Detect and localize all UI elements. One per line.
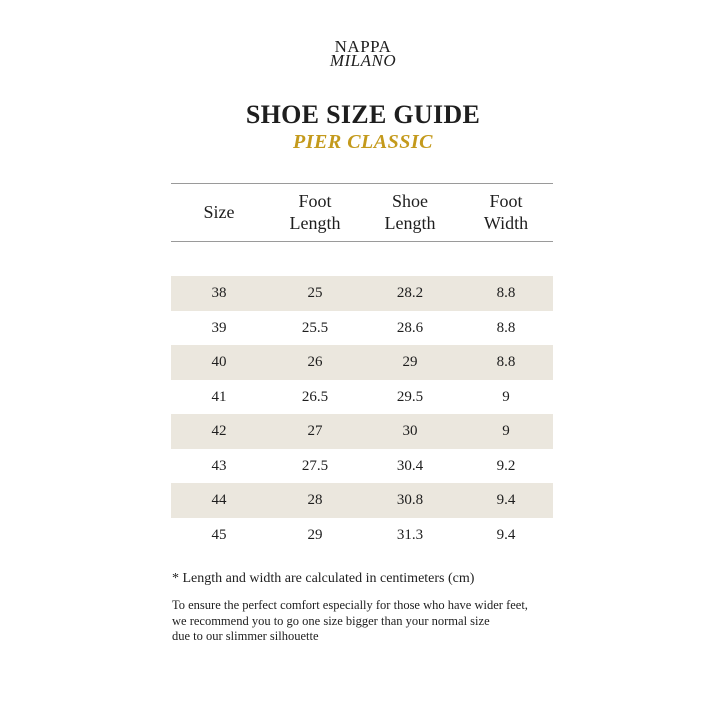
cell-shoe-length: 29.5 (396, 388, 424, 405)
cell-size: 41 (211, 388, 227, 405)
cell-foot-length: 26.5 (301, 388, 329, 405)
header-size-line1: Size (203, 202, 235, 222)
table-row (171, 276, 553, 311)
table-header-rule (171, 241, 553, 242)
cell-foot-width: 9 (502, 423, 510, 439)
cell-shoe-length: 30.8 (396, 492, 424, 508)
header-foot-length (267, 183, 363, 241)
cell-shoe-length: 30.4 (396, 457, 424, 474)
cell-size: 38 (211, 285, 227, 301)
cell-size: 42 (211, 423, 227, 439)
sizing-advice-line1: To ensure the perfect comfort especially for those who have wider feet, (172, 598, 528, 612)
cell-shoe-length: 29 (402, 354, 418, 370)
header-shoe-length-line1: Shoe (392, 191, 428, 211)
cell-size: 45 (211, 526, 227, 543)
sizing-advice-line3: due to our slimmer silhouette (172, 629, 319, 643)
header-foot-width-line2: Width (483, 213, 529, 233)
brand-subname: MILANO (329, 51, 397, 70)
sizing-advice (172, 598, 528, 645)
units-note: * Length and width are calculated in centimeters (cm) (172, 571, 475, 586)
table-row (171, 483, 553, 518)
header-foot-width-line1: Foot (489, 191, 523, 211)
cell-size: 43 (211, 457, 227, 474)
header-shoe-length (362, 183, 458, 241)
cell-foot-width: 8.8 (496, 319, 516, 336)
page-title: SHOE SIZE GUIDE (245, 100, 481, 129)
brand-name: NAPPA (334, 37, 392, 56)
header-foot-length-line2: Length (289, 213, 341, 233)
cell-foot-width: 8.8 (496, 354, 516, 370)
cell-shoe-length: 28.6 (396, 319, 424, 336)
table-row (171, 345, 553, 380)
header-foot-length-line1: Foot (298, 191, 332, 211)
cell-foot-length: 26 (307, 354, 323, 370)
cell-foot-length: 29 (307, 526, 323, 543)
size-table-body (171, 276, 553, 552)
table-row (171, 449, 553, 484)
cell-foot-length: 25 (307, 285, 323, 301)
cell-foot-width: 9 (502, 388, 510, 405)
cell-foot-width: 9.2 (496, 457, 516, 474)
cell-size: 39 (211, 319, 227, 336)
table-row (171, 518, 553, 553)
table-row (171, 311, 553, 346)
product-subtitle: PIER CLASSIC (293, 131, 433, 153)
table-row (171, 380, 553, 415)
cell-shoe-length: 28.2 (396, 285, 424, 301)
cell-size: 40 (211, 354, 227, 370)
cell-foot-length: 25.5 (301, 319, 329, 336)
cell-foot-length: 27 (307, 423, 323, 439)
sizing-advice-line2: we recommend you to go one size bigger than your normal size (172, 613, 490, 628)
header-foot-width (458, 183, 554, 241)
cell-foot-width: 9.4 (496, 526, 516, 543)
cell-shoe-length: 31.3 (396, 526, 424, 543)
cell-size: 44 (211, 492, 227, 508)
table-row (171, 414, 553, 449)
cell-shoe-length: 30 (402, 423, 418, 439)
table-header (171, 183, 553, 241)
cell-foot-length: 28 (307, 492, 323, 508)
cell-foot-length: 27.5 (301, 457, 329, 474)
header-shoe-length-line2: Length (384, 213, 436, 233)
header-size (171, 183, 267, 241)
cell-foot-width: 9.4 (496, 492, 516, 508)
cell-foot-width: 8.8 (496, 285, 516, 301)
